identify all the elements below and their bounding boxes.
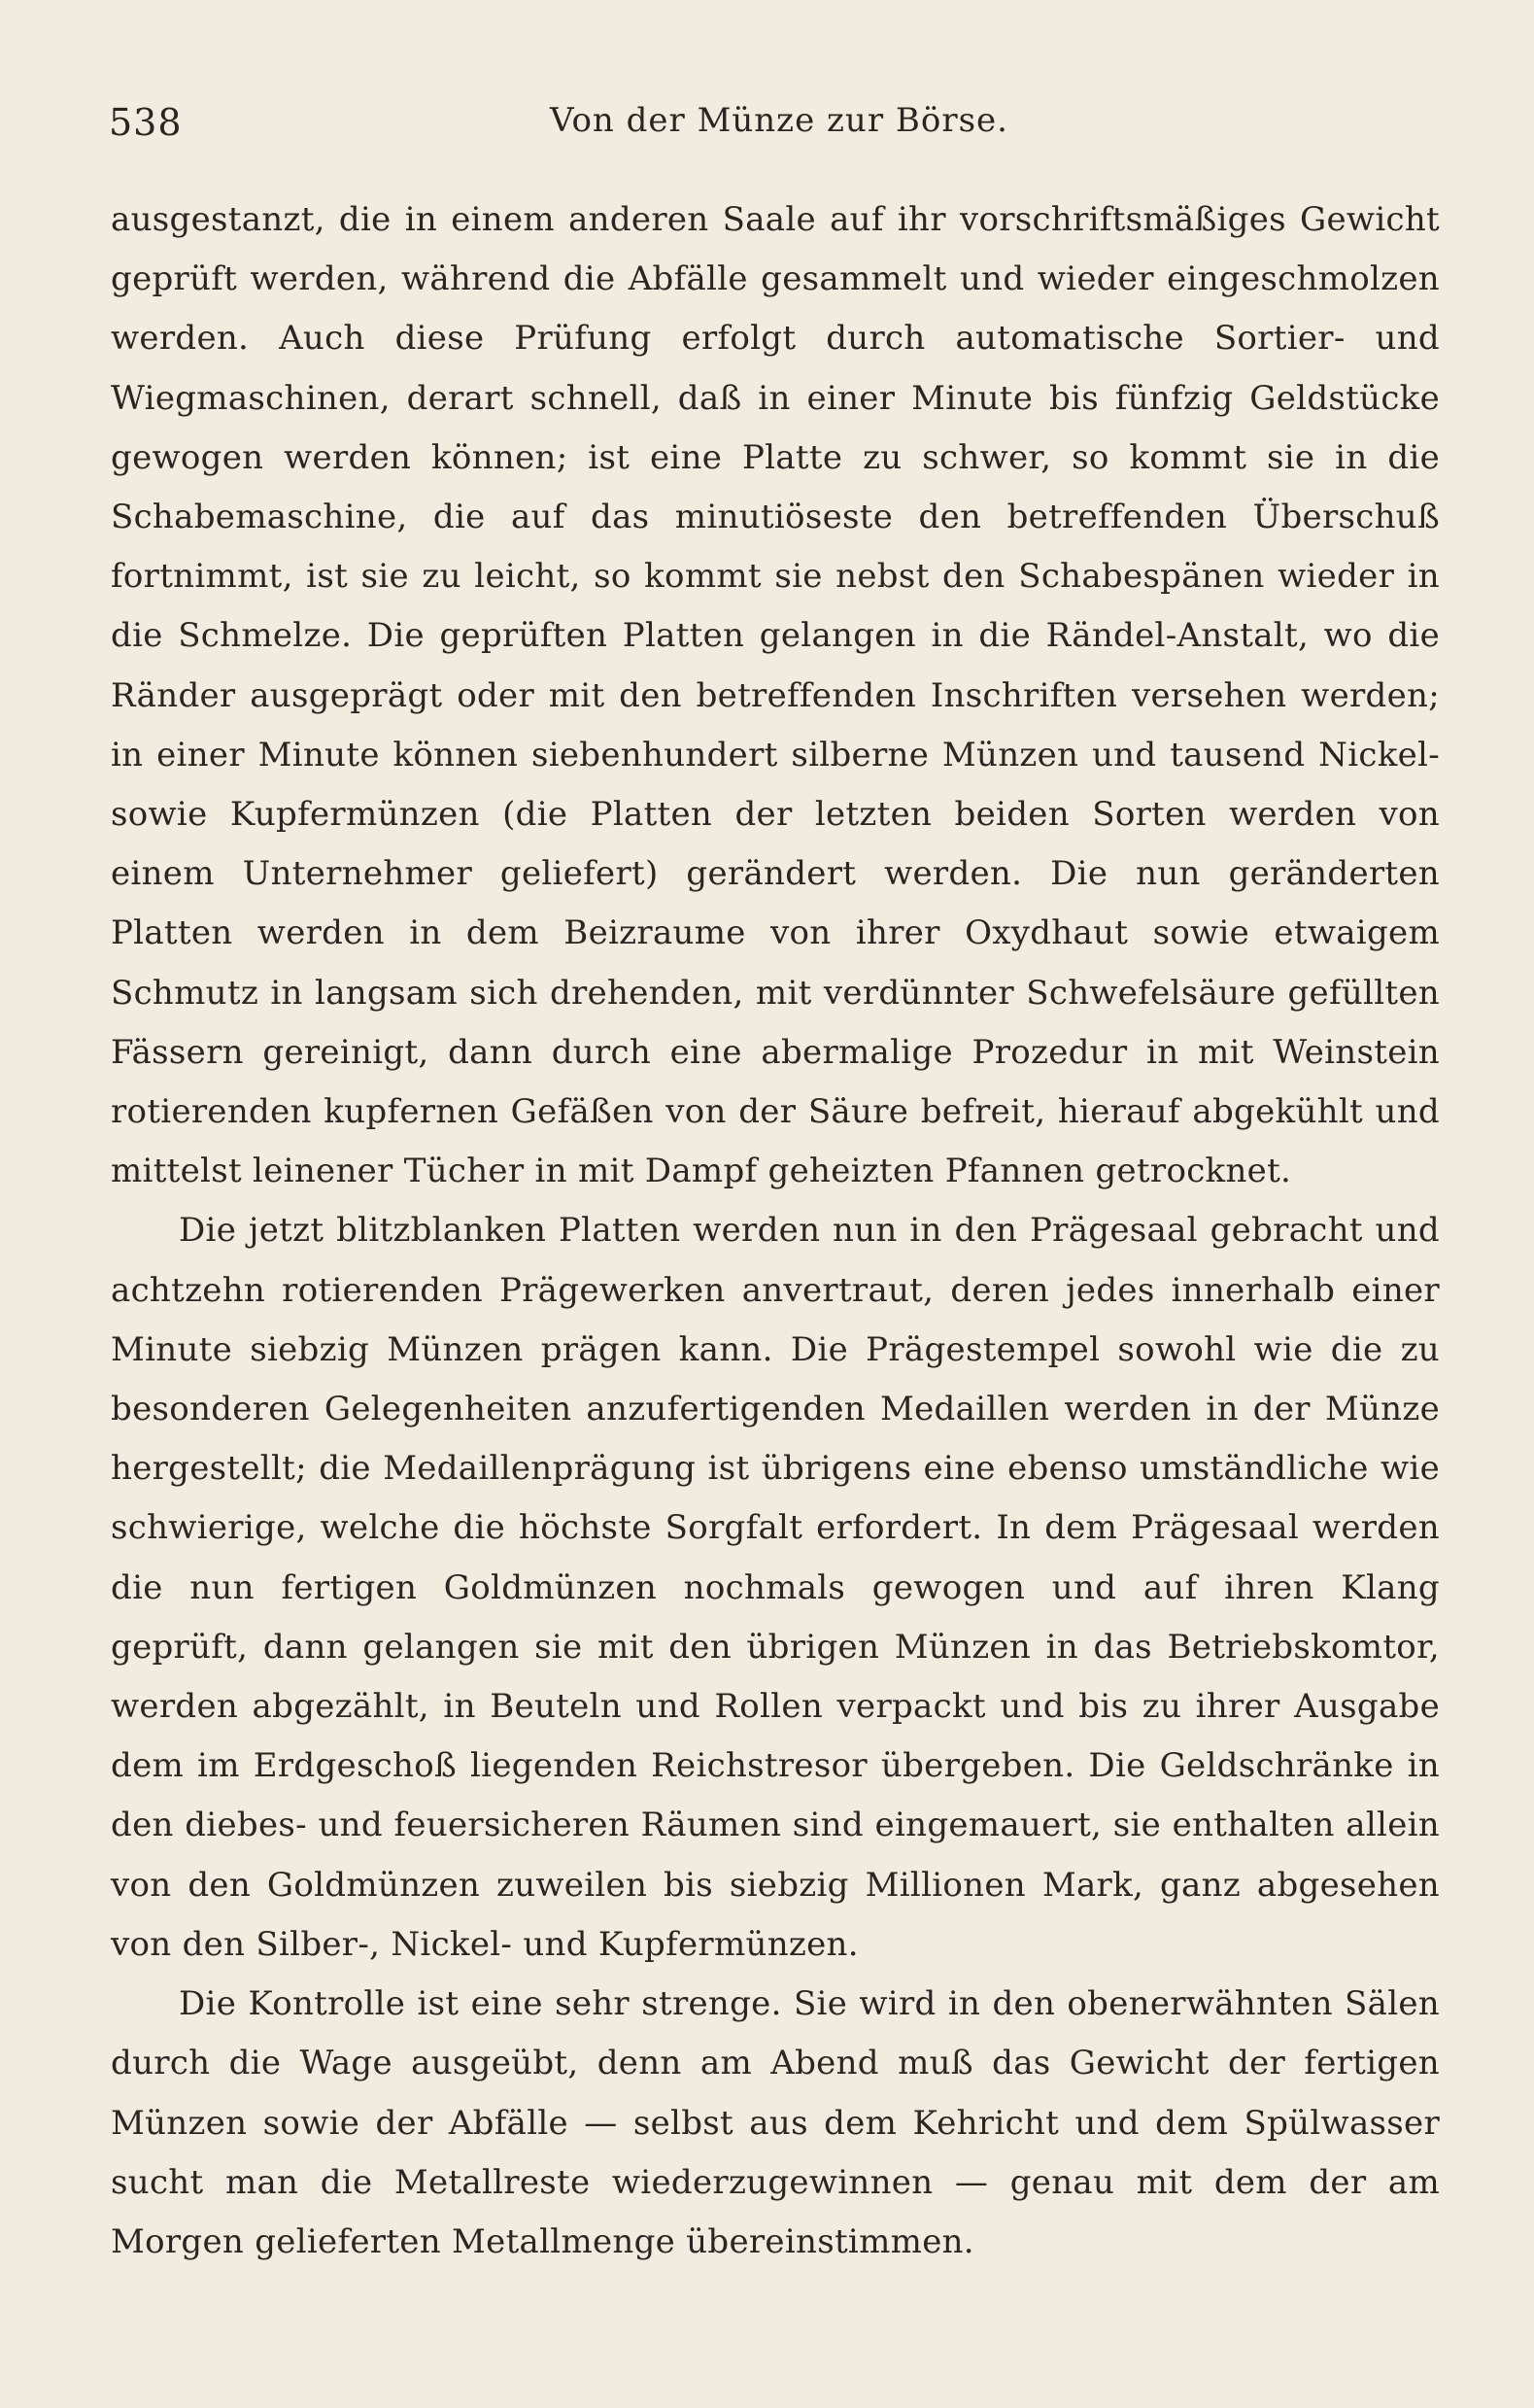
paragraph-3: Die Kontrolle ist eine sehr strenge. Sie wird in den obenerwähnten Sälen durch die Wage ausgeübt, denn am Abend muß das Gewicht der fertigen Münzen sowie der Abfälle — selbst aus dem Kehricht und dem Spülwasser sucht man die Metallreste wiederzugewinnen — genau mit dem der am Morgen gelieferten Metallmenge übereinstimmen. <box>111 1984 1440 2261</box>
page-header <box>109 97 1449 155</box>
body-text <box>111 190 1440 2272</box>
paragraph-2: Die jetzt blitzblanken Platten werden nun in den Prägesaal gebracht und achtzehn rotierenden Prägewerken anvertraut, deren jedes innerhalb einer Minute siebzig Münzen prägen kann. Die Prägestempel sowohl wie die zu besonderen Gelegenheiten anzufertigenden Medaillen werden in der Münze hergestellt; die Medaillenprägung ist übrigens eine ebenso umständliche wie schwierige, welche die höchste Sorgfalt erfordert. In dem Prägesaal werden die nun fertigen Goldmünzen nochmals gewogen und auf ihren Klang geprüft, dann gelangen sie mit den übrigen Münzen in das Betriebskomtor, werden abgezählt, in Beuteln und Rollen verpackt und bis zu ihrer Ausgabe dem im Erdgeschoß liegenden Reichstresor übergeben. Die Geldschränke in den diebes- und feuersicheren Räumen sind eingemauert, sie enthalten allein von den Goldmünzen zuweilen bis siebzig Millionen Mark, ganz abgesehen von den Silber-, Nickel- und Kupfermünzen. <box>111 1211 1440 1964</box>
running-title: Von der Münze zur Börse. <box>550 101 1008 140</box>
paragraph-1: ausgestanzt, die in einem anderen Saale auf ihr vorschriftsmäßiges Gewicht geprüft werden, während die Abfälle gesammelt und wieder eingeschmolzen werden. Auch diese Prüfung erfolgt durch automatische Sortier- und Wiegmaschinen, derart schnell, daß in einer Minute bis fünfzig Geldstücke gewogen werden können; ist eine Platte zu schwer, so kommt sie in die Schabemaschine, die auf das minutiöseste den betreffenden Überschuß fortnimmt, ist sie zu leicht, so kommt sie nebst den Schabespänen wieder in die Schmelze. Die geprüften Platten gelangen in die Rändel-Anstalt, wo die Ränder ausgeprägt oder mit den betreffenden Inschriften versehen werden; in einer Minute können siebenhundert silberne Münzen und tausend Nickel- sowie Kupfermünzen (die Platten der letzten beiden Sorten werden von einem Unternehmer geliefert) gerändert werden. Die nun geränderten Platten werden in dem Beizraume von ihrer Oxydhaut sowie etwaigem Schmutz in langsam sich drehenden, mit verdünnter Schwefelsäure gefüllten Fässern gereinigt, dann durch eine abermalige Prozedur in mit Weinstein rotierenden kupfernen Gefäßen von der Säure befreit, hierauf abgekühlt und mittelst leinener Tücher in mit Dampf geheizten Pfannen getrocknet. <box>111 200 1440 1191</box>
page-number: 538 <box>109 101 183 144</box>
